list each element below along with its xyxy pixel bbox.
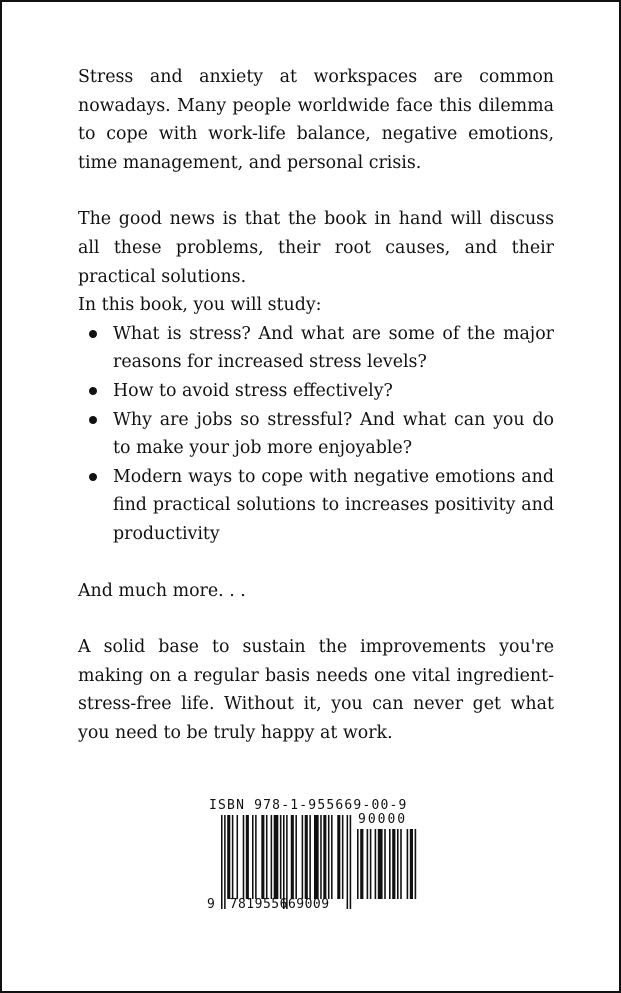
barcode-bar <box>280 815 282 899</box>
barcode-bar <box>271 815 273 899</box>
price-addon-digits: 90000 <box>358 812 408 827</box>
barcode-bar <box>323 815 326 899</box>
list-item <box>78 406 554 463</box>
list-item <box>78 377 554 406</box>
barcode-bar <box>252 815 254 899</box>
cover-text <box>78 63 554 747</box>
barcode-bar <box>378 829 383 899</box>
list-item-text: What is stress? And what are some of the major reasons for increased stress levels? <box>113 323 554 373</box>
bullet-icon <box>89 330 97 338</box>
barcode-bar <box>266 815 268 899</box>
list-intro: In this book, you will study: <box>78 295 322 316</box>
barcode-bar <box>389 829 391 899</box>
barcode-bar <box>400 829 402 899</box>
barcode-bar <box>328 815 330 899</box>
barcode-bar <box>350 815 352 909</box>
topics-list <box>78 320 554 549</box>
barcode-first-digit: 9 <box>207 897 216 912</box>
list-item <box>78 320 554 377</box>
barcode-bar <box>407 829 409 899</box>
barcode-bar <box>224 815 226 909</box>
barcode-bar <box>384 829 386 899</box>
barcode-bar <box>309 815 311 899</box>
barcode-bar <box>255 815 257 899</box>
barcode-bar <box>221 815 223 909</box>
isbn-label: ISBN 978-1-955669-00-9 <box>209 798 408 813</box>
barcode-bar <box>320 815 322 899</box>
barcode-bar <box>357 829 359 899</box>
barcode-bar <box>347 815 349 909</box>
barcode-bar <box>367 829 369 899</box>
barcode-bar <box>415 829 417 899</box>
bullet-icon <box>89 387 97 395</box>
barcode-bar <box>305 815 308 899</box>
bullet-icon <box>89 473 97 481</box>
barcode-bar <box>261 815 264 899</box>
barcode-bar <box>237 815 239 899</box>
intro-paragraph: Stress and anxiety at workspaces are common nowadays. Many people worldwide face this dilemma to cope with work-life balance, negative emotions, time management, and personal crisis. <box>78 67 554 173</box>
barcode-bar <box>232 815 234 899</box>
list-item-text: Modern ways to cope with negative emotions and find practical solutions to increases positivity and productivity <box>113 466 554 544</box>
barcode-bar <box>342 815 344 899</box>
barcode-bar <box>227 815 230 899</box>
barcode-bar <box>370 829 372 899</box>
barcode-bar <box>314 815 319 899</box>
barcode-number: 781955669009 <box>229 897 330 912</box>
barcode-bar <box>360 829 363 899</box>
good-news-paragraph: The good news is that the book in hand will discuss all these problems, their root causes, and their practical solutions. <box>78 209 554 287</box>
barcode-bar <box>392 829 395 899</box>
barcode-bar <box>410 829 413 899</box>
barcode-bar <box>331 815 333 899</box>
barcode-bar <box>291 815 294 899</box>
barcode-bar <box>397 829 399 899</box>
much-more-paragraph: And much more. . . <box>78 580 246 601</box>
barcode-bar <box>243 815 245 899</box>
barcode-digits <box>207 897 330 912</box>
barcode-bar <box>283 815 285 909</box>
barcode-bar <box>337 815 340 899</box>
barcode-bar <box>375 829 377 899</box>
bullet-icon <box>89 416 97 424</box>
list-item <box>78 463 554 549</box>
barcode-bar <box>302 815 304 899</box>
barcode-bar <box>286 815 288 909</box>
barcode-bar <box>295 815 297 899</box>
list-item-text: Why are jobs so stressful? And what can you do to make your job more enjoyable? <box>113 409 554 459</box>
barcode-bar <box>274 815 279 899</box>
isbn-barcode <box>205 798 419 912</box>
barcode-bar <box>246 815 249 899</box>
closing-paragraph: A solid base to sustain the improvements you're making on a regular basis needs one vital ingredient- stress-free life. Without it, you can never get what you need to be truly happy at work. <box>78 637 554 743</box>
list-item-text: How to avoid stress effectively? <box>113 380 393 401</box>
